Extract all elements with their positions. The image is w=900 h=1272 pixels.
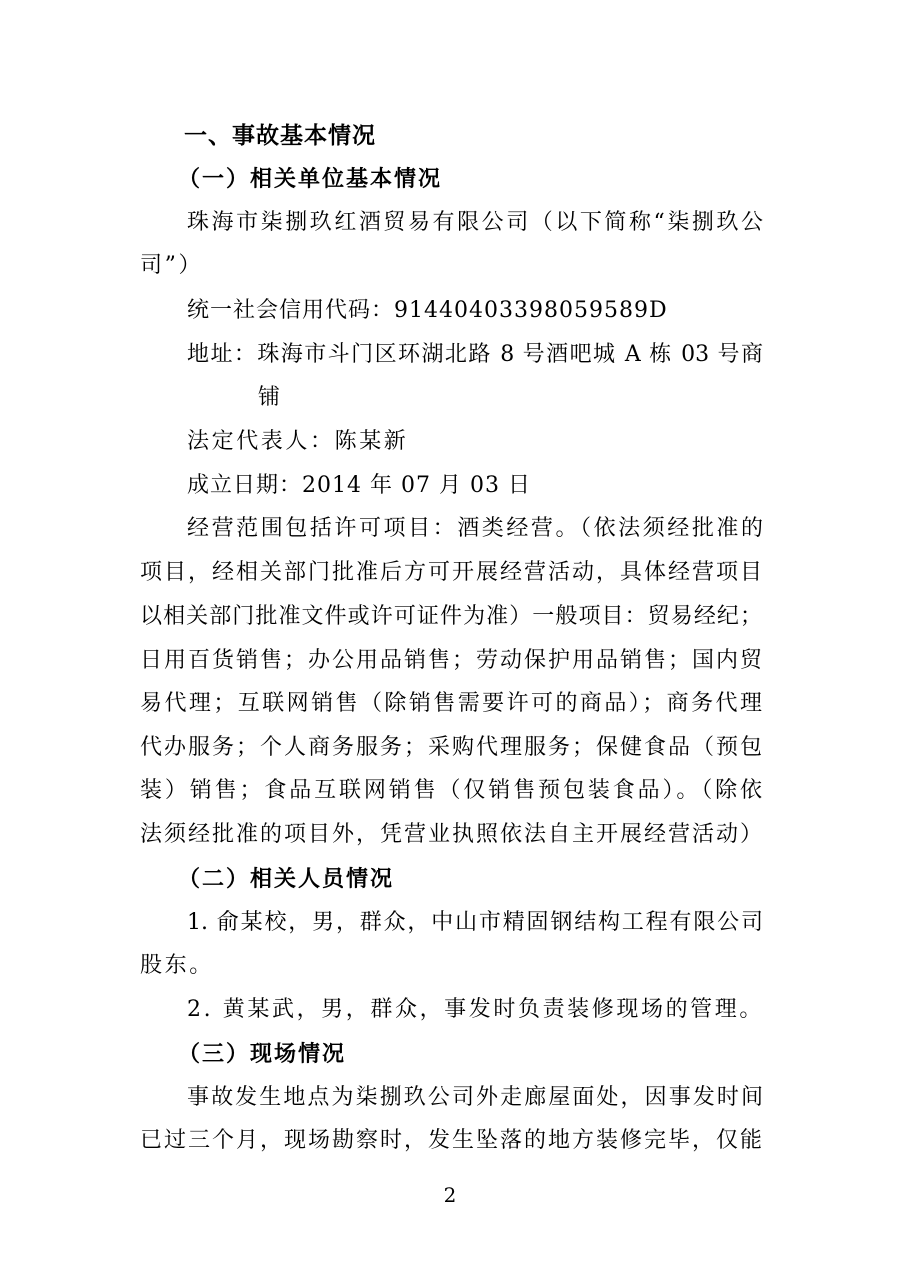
subsection-title-3: （三）现场情况 [178,1041,347,1067]
scope-line-7: 装）销售；食品互联网销售（仅销售预包装食品）。（除依 [140,778,762,803]
page-number: 2 [443,1183,457,1207]
subsection-title-1: （一）相关单位基本情况 [178,166,443,192]
scope-line-5: 易代理；互联网销售（除销售需要许可的商品）；商务代理 [140,691,762,716]
scope-line-1: 经营范围包括许可项目：酒类经营。（依法须经批准的 [187,516,763,541]
scope-line-2: 项目，经相关部门批准后方可开展经营活动，具体经营项目 [140,560,762,585]
company-name-line-1: 珠海市柒捌玖红酒贸易有限公司（以下简称“柒捌玖公 [187,210,763,235]
person-2: 2. 黄某武，男，群众，事发时负责装修现场的管理。 [187,997,764,1022]
scope-line-6: 代办服务；个人商务服务；采购代理服务；保健食品（预包 [140,735,762,760]
subsection-title-2: （二）相关人员情况 [178,866,395,892]
scope-line-4: 日用百货销售；办公用品销售；劳动保护用品销售；国内贸 [140,648,762,673]
scene-line-1: 事故发生地点为柒捌玖公司外走廊屋面处，因事发时间 [187,1085,763,1110]
legal-representative: 法定代表人：陈某新 [187,429,409,454]
person-1-line-2: 股东。 [140,953,214,978]
establishment-date: 成立日期：2014 年 07 月 03 日 [187,473,531,498]
section-title: 一、事故基本情况 [184,123,376,149]
scene-line-2: 已过三个月，现场勘察时，发生坠落的地方装修完毕，仅能 [140,1128,762,1153]
scope-line-3: 以相关部门批准文件或许可证件为准）一般项目：贸易经纪； [140,604,762,629]
address-line-2: 铺 [258,385,283,410]
address-line-1: 地址：珠海市斗门区环湖北路 8 号酒吧城 A 栋 03 号商 [187,342,763,367]
credit-code: 统一社会信用代码：91440403398059589D [187,298,668,323]
scope-line-8: 法须经批准的项目外，凭营业执照依法自主开展经营活动） [140,822,762,847]
person-1-line-1: 1. 俞某校，男，群众，中山市精固钢结构工程有限公司 [187,910,763,935]
company-name-line-2: 司”） [140,253,204,278]
